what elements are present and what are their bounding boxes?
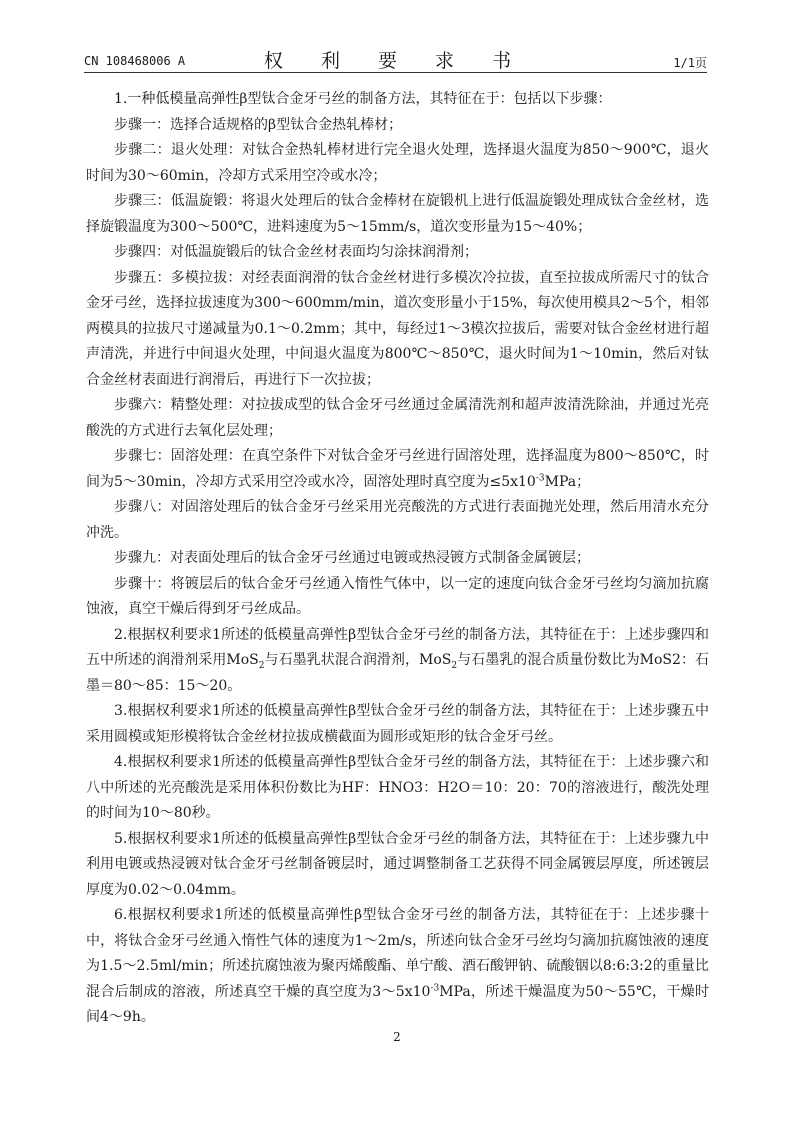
step-7-exponent: -3 xyxy=(535,472,545,483)
claim-1-step-8: 步骤八：对固溶处理后的钛合金牙弓丝采用光亮酸洗的方式进行表面抛光处理，然后用清水充分冲洗。 xyxy=(86,499,709,541)
step-7-text: 步骤七：固溶处理：在真空条件下对钛合金牙弓丝进行固溶处理，选择温度为800～850℃，时间为5～30min，冷却方式采用空冷或水冷，固溶处理时真空度为≤5x10 xyxy=(86,448,709,490)
claim-6 xyxy=(86,903,709,1031)
page-header xyxy=(84,44,707,74)
claim-2-text-c: 与石墨乳的混合质量份数比为MoS2：石墨＝80～85：15～20。 xyxy=(86,652,709,694)
claim-2-text-b: 与石墨乳状混合润滑剂，MoS xyxy=(264,652,452,668)
document-title: 权 利 要 求 书 xyxy=(263,50,528,72)
claim-1-step-5: 步骤五：多模拉拔：对经表面润滑的钛合金丝材进行多模次冷拉拔，直至拉拔成所需尺寸的钛合金牙弓丝，选择拉拔速度为300～600mm/min，道次变形量小于15%，每次使用模具2～5个，相邻两模具的拉拔尺寸递减量为0.1～0.2mm；其中，每经过1～3模次拉拔后，需要对钛合金丝材进行超声清洗，并进行中间退火处理，中间退火温度为800℃～850℃，退火时间为1～10min，然后对钛合金丝材表面进行润滑后，再进行下一次拉拔； xyxy=(86,269,709,388)
claim-1-intro: 1.一种低模量高弹性β型钛合金牙弓丝的制备方法，其特征在于：包括以下步骤： xyxy=(114,91,612,107)
claim-1-step-4: 步骤四：对低温旋锻后的钛合金丝材表面均匀涂抹润滑剂； xyxy=(114,244,478,260)
claim-1-step-6: 步骤六：精整处理：对拉拔成型的钛合金牙弓丝通过金属清洗剂和超声波清洗除油，并通过光亮酸洗的方式进行去氧化层处理； xyxy=(86,397,709,439)
claim-3: 3.根据权利要求1所述的低模量高弹性β型钛合金牙弓丝的制备方法，其特征在于：上述步骤五中采用圆模或矩形模将钛合金丝材拉拔成横截面为圆形或矩形的钛合金牙弓丝。 xyxy=(86,703,709,745)
page-info: 1/1页 xyxy=(673,56,707,70)
publication-number: CN 108468006 A xyxy=(84,54,186,68)
claim-2 xyxy=(86,623,709,700)
claim-4: 4.根据权利要求1所述的低模量高弹性β型钛合金牙弓丝的制备方法，其特征在于：上述步骤六和八中所述的光亮酸洗是采用体积份数比为HF：HNO3：H2O＝10：20：70的溶液进行，酸洗处理的时间为10～80秒。 xyxy=(86,754,709,821)
claim-6-text-b: MPa，所述干燥温度为50～55℃，干燥时间4～9h。 xyxy=(86,983,710,1025)
page-number: 2 xyxy=(393,1030,401,1044)
step-7-unit: MPa； xyxy=(544,473,591,490)
claim-1-step-3: 步骤三：低温旋锻：将退火处理后的钛合金棒材在旋锻机上进行低温旋锻处理成钛合金丝材，选择旋锻温度为300～500℃，进料速度为5～15mm/s，道次变形量为15～40%； xyxy=(86,193,709,235)
claim-2-subscript-2: 2 xyxy=(451,660,458,671)
claim-5: 5.根据权利要求1所述的低模量高弹性β型钛合金牙弓丝的制备方法，其特征在于：上述步骤九中利用电镀或热浸镀对钛合金牙弓丝制备镀层时，通过调整制备工艺获得不同金属镀层厚度，所述镀层厚度为0.02～0.04mm。 xyxy=(86,830,709,898)
claim-1-step-10: 步骤十：将镀层后的钛合金牙弓丝通入惰性气体中，以一定的速度向钛合金牙弓丝均匀滴加抗腐蚀液，真空干燥后得到牙弓丝成品。 xyxy=(86,575,709,617)
header-rule xyxy=(84,72,707,73)
claim-6-text-a: 6.根据权利要求1所述的低模量高弹性β型钛合金牙弓丝的制备方法，其特征在于：上述步骤十中，将钛合金牙弓丝通入惰性气体的速度为1～2m/s，所述向钛合金牙弓丝均匀滴加抗腐蚀液的速度为1.5～2.5ml/min；所述抗腐蚀液为聚丙烯酸酯、单宁酸、酒石酸钾钠、硫酸铟以8:6:3:2的重量比混合后制成的溶液，所述真空干燥的真空度为3～5x10 xyxy=(86,907,709,1000)
claim-1-step-2: 步骤二：退火处理：对钛合金热轧棒材进行完全退火处理，选择退火温度为850～900℃，退火时间为30～60min，冷却方式采用空冷或水冷； xyxy=(86,142,709,184)
claim-1-step-7 xyxy=(86,444,709,495)
claim-1-step-1: 步骤一：选择合适规格的β型钛合金热轧棒材； xyxy=(114,116,403,133)
claim-2-text-a: 2.根据权利要求1所述的低模量高弹性β型钛合金牙弓丝的制备方法，其特征在于：上述步骤四和五中所述的润滑剂采用MoS xyxy=(86,626,709,668)
claim-2-subscript-1: 2 xyxy=(258,660,265,671)
claim-6-exponent: -3 xyxy=(430,982,440,993)
claims-body xyxy=(86,87,709,1031)
claim-1-step-9: 步骤九：对表面处理后的钛合金牙弓丝通过电镀或热浸镀方式制备金属镀层； xyxy=(114,550,590,566)
